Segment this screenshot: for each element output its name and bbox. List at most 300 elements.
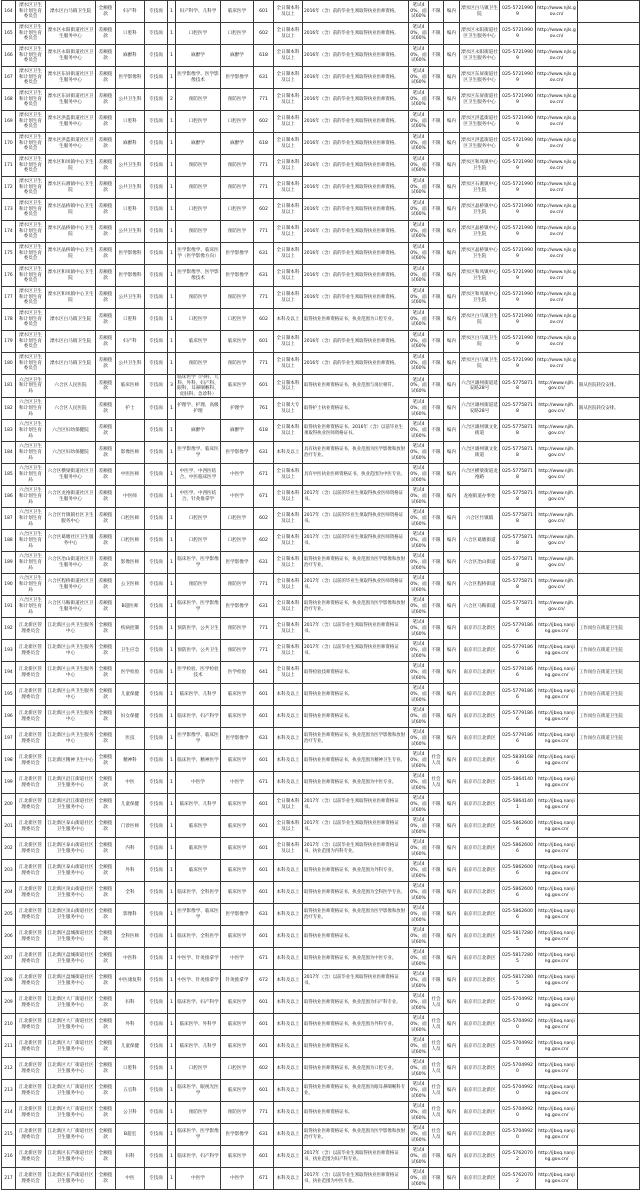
cell-position-name: 外科 [116, 860, 145, 882]
cell-employer: 溧水区和凤镇中心卫生院 [46, 265, 96, 287]
cell-position-category: 专技岗 [145, 574, 168, 596]
cell-position-category: 专技岗 [145, 23, 168, 45]
cell-exam-subject: 预防医学 [221, 618, 254, 640]
cell-staffing-type: 编内 [444, 904, 460, 926]
cell-website: http://www.njls.gov.cn/ [536, 221, 578, 243]
cell-funding-type: 差额拨款 [96, 155, 116, 177]
cell-education-requirement: 全日制本科及以上 [274, 221, 303, 243]
cell-department: 六合区卫生和计划生育局 [16, 596, 46, 618]
cell-funding-type: 差额拨款 [96, 486, 116, 508]
cell-department: 溧水区卫生和计划生育委员会 [16, 199, 46, 221]
cell-exam-subject: 临床医学 [221, 860, 254, 882]
cell-exam-subject: 医学影像学 [221, 243, 254, 265]
cell-major-requirement: 医学检验、医学检验技术 [176, 662, 221, 684]
cell-employer: 六合区程桥街道社区卫生服务中心 [46, 574, 96, 596]
cell-exam-subject: 医学影像学 [221, 1124, 254, 1146]
cell-exam-weighting: 笔试40%，面试60% [409, 177, 429, 199]
cell-position-category: 专技岗 [145, 420, 168, 442]
cell-contact-phone: 025-57758718 [500, 486, 536, 508]
cell-exam-weighting: 笔试40%，面试60% [409, 486, 429, 508]
cell-position-name: 妇科 [116, 1146, 145, 1168]
cell-website: http://www.njlh.gov.cn/ [536, 375, 578, 398]
cell-funding-type: 全额拨款 [96, 904, 116, 926]
cell-headcount: 2 [168, 89, 176, 111]
cell-website: http://www.njls.gov.cn/ [536, 45, 578, 67]
cell-applicant-type: 不限 [429, 1168, 444, 1190]
cell-subject-code: 631 [254, 265, 274, 287]
cell-exam-subject: 中医学 [221, 464, 254, 486]
cell-work-location: 溧水区白马镇卫生院 [460, 353, 500, 375]
cell-employer: 江北新区长芦街道社区卫生服务中心 [46, 1168, 96, 1190]
cell-funding-type: 全额拨款 [96, 1014, 116, 1036]
cell-subject-code: 631 [254, 904, 274, 926]
cell-department: 江北新区管理委员会 [16, 794, 46, 816]
cell-department: 溧水区卫生和计划生育委员会 [16, 221, 46, 243]
cell-notes [578, 596, 640, 618]
cell-department: 溧水区卫生和计划生育委员会 [16, 111, 46, 133]
cell-education-requirement: 本科及以上 [274, 992, 303, 1014]
cell-funding-type: 差额拨款 [96, 133, 116, 155]
cell-position-category: 专技岗 [145, 155, 168, 177]
cell-notes [578, 992, 640, 1014]
cell-education-requirement: 全日制本科及以上 [274, 464, 303, 486]
cell-position-name: 护士 [116, 398, 145, 420]
cell-other-requirements: 2016年（含）前的毕业生须取得执业医师资格。 [303, 133, 409, 155]
cell-work-location: 溧水区晶桥镇中心卫生院 [460, 199, 500, 221]
cell-position-category: 专技岗 [145, 508, 168, 530]
cell-website: http://jbxq.nanjing.gov.cn/ [536, 640, 578, 662]
cell-major-requirement: 口腔医学 [176, 111, 221, 133]
cell-row-number: 172 [2, 177, 16, 199]
cell-contact-phone: 025-57219909 [500, 353, 536, 375]
cell-employer: 江北新区盘城街道社区卫生服务中心 [46, 948, 96, 970]
cell-subject-code: 771 [254, 618, 274, 640]
cell-row-number: 192 [2, 618, 16, 640]
cell-website: http://www.njls.gov.cn/ [536, 331, 578, 353]
cell-employer: 溧水区洪蓝街道社区卫生服务中心 [46, 111, 96, 133]
cell-other-requirements: 取得执业医师资格证书，执业范围为中医专业。 [303, 948, 409, 970]
cell-exam-subject: 临床医学 [221, 1146, 254, 1168]
cell-staffing-type: 编内 [444, 486, 460, 508]
cell-exam-subject: 临床医学 [221, 706, 254, 728]
cell-department: 六合区卫生和计划生育局 [16, 508, 46, 530]
cell-applicant-type: 不限 [429, 728, 444, 750]
table-row [2, 89, 640, 111]
cell-website: http://www.njls.gov.cn/ [536, 133, 578, 155]
cell-staffing-type: 编内 [444, 794, 460, 816]
cell-website: http://jbxq.nanjing.gov.cn/ [536, 1014, 578, 1036]
cell-employer: 江北新区盘城街道社区卫生服务中心 [46, 970, 96, 992]
cell-exam-subject: 临床医学 [221, 684, 254, 706]
cell-notes [578, 111, 640, 133]
cell-position-category: 专技岗 [145, 199, 168, 221]
cell-row-number: 178 [2, 309, 16, 331]
cell-other-requirements: 2017年（含）以前毕业生须取得执业医师资格证书。 [303, 970, 409, 992]
cell-position-category: 专技岗 [145, 618, 168, 640]
cell-position-name: 口腔科 [116, 111, 145, 133]
cell-funding-type: 全额拨款 [96, 1124, 116, 1146]
cell-subject-code: 602 [254, 530, 274, 552]
cell-staffing-type: 编内 [444, 552, 460, 574]
cell-department: 江北新区管理委员会 [16, 992, 46, 1014]
cell-position-name: 内科 [116, 838, 145, 860]
cell-other-requirements: 2017年（含）以前毕业生须取得执业医师资格证书，执业范围为中医专业。 [303, 1168, 409, 1190]
cell-applicant-type: 不限 [429, 353, 444, 375]
cell-employer: 江北新区盘城街道社区卫生服务中心 [46, 926, 96, 948]
cell-position-category: 专技岗 [145, 948, 168, 970]
cell-department: 六合区卫生和计划生育局 [16, 375, 46, 398]
cell-headcount: 1 [168, 309, 176, 331]
cell-subject-code: 771 [254, 1102, 274, 1124]
cell-applicant-type: 不限 [429, 243, 444, 265]
cell-employer: 六合区妇幼保健院 [46, 442, 96, 464]
cell-position-category: 专技岗 [145, 243, 168, 265]
cell-notes [578, 67, 640, 89]
cell-department: 江北新区管理委员会 [16, 1058, 46, 1080]
cell-headcount: 1 [168, 1102, 176, 1124]
cell-headcount: 1 [168, 948, 176, 970]
cell-exam-weighting: 笔试40%，面试60% [409, 398, 429, 420]
cell-exam-weighting: 笔试40%，面试60% [409, 45, 429, 67]
cell-exam-weighting: 笔试40%，面试60% [409, 287, 429, 309]
cell-position-category: 专技岗 [145, 133, 168, 155]
cell-other-requirements: 2016年（含）前的毕业生须取得执业医师资格。 [303, 221, 409, 243]
cell-exam-weighting: 笔试40%，面试60% [409, 1146, 429, 1168]
cell-applicant-type: 不限 [429, 287, 444, 309]
cell-applicant-type: 不限 [429, 442, 444, 464]
cell-row-number: 186 [2, 486, 16, 508]
cell-exam-weighting: 笔试40%，面试60% [409, 794, 429, 816]
cell-education-requirement: 全日制本科及以上 [274, 816, 303, 838]
cell-education-requirement: 本科及以上 [274, 706, 303, 728]
cell-position-category: 专技岗 [145, 552, 168, 574]
cell-contact-phone: 025-57219909 [500, 89, 536, 111]
cell-applicant-type: 不限 [429, 970, 444, 992]
cell-position-name: 妇科 [116, 992, 145, 1014]
cell-work-location: 溧水区白马镇卫生院 [460, 309, 500, 331]
cell-applicant-type: 不限 [429, 926, 444, 948]
cell-staffing-type: 编内 [444, 970, 460, 992]
cell-funding-type: 差额拨款 [96, 67, 116, 89]
cell-department: 江北新区管理委员会 [16, 640, 46, 662]
cell-position-name: 外科 [116, 1014, 145, 1036]
cell-applicant-type: 不限 [429, 309, 444, 331]
cell-exam-weighting: 笔试40%，面试60% [409, 111, 429, 133]
cell-work-location: 南京市江北新区 [460, 838, 500, 860]
cell-other-requirements: 取得执业医师资格证书，执业范围为外科专业。 [303, 1014, 409, 1036]
cell-row-number: 181 [2, 375, 16, 398]
cell-staffing-type: 编内 [444, 750, 460, 772]
cell-major-requirement: 预防医学、公共卫生 [176, 640, 221, 662]
cell-row-number: 193 [2, 640, 16, 662]
cell-staffing-type: 编内 [444, 442, 460, 464]
cell-applicant-type: 不限 [429, 464, 444, 486]
cell-headcount: 1 [168, 926, 176, 948]
cell-exam-weighting: 笔试40%，面试60% [409, 1080, 429, 1102]
table-row [2, 1124, 640, 1146]
cell-website: http://www.njls.gov.cn/ [536, 23, 578, 45]
cell-work-location: 溧水区石湫镇中心卫生院 [460, 177, 500, 199]
table-row [2, 243, 640, 265]
cell-contact-phone: 025-57049920 [500, 1014, 536, 1036]
cell-applicant-type: 不限 [429, 1146, 444, 1168]
cell-employer: 溧水区晶桥镇中心卫生院 [46, 199, 96, 221]
cell-employer: 江北新区长芦街道社区卫生服务中心 [46, 1146, 96, 1168]
cell-education-requirement: 本科及以上 [274, 772, 303, 794]
cell-employer: 溧水区和凤镇中心卫生院 [46, 287, 96, 309]
cell-position-category: 专技岗 [145, 1014, 168, 1036]
cell-staffing-type: 编内 [444, 838, 460, 860]
cell-education-requirement: 本科及以上 [274, 948, 303, 970]
cell-work-location: 南京市江北新区 [460, 684, 500, 706]
cell-row-number: 210 [2, 1014, 16, 1036]
cell-applicant-type: 不限 [429, 816, 444, 838]
cell-employer: 溧水区晶桥镇中心卫生院 [46, 243, 96, 265]
cell-department: 江北新区管理委员会 [16, 838, 46, 860]
cell-work-location: 南京市江北新区 [460, 904, 500, 926]
cell-exam-subject: 预防医学 [221, 353, 254, 375]
cell-subject-code: 601 [254, 1036, 274, 1058]
cell-major-requirement: 口腔医学 [176, 508, 221, 530]
cell-exam-subject: 预防医学 [221, 640, 254, 662]
cell-funding-type: 差额拨款 [96, 45, 116, 67]
cell-other-requirements: 2016年（含）前的毕业生须取得执业医师资格。 [303, 265, 409, 287]
cell-notes [578, 420, 640, 442]
cell-education-requirement: 本科及以上 [274, 684, 303, 706]
cell-subject-code: 671 [254, 486, 274, 508]
cell-staffing-type: 编内 [444, 464, 460, 486]
cell-employer: 溧水区晶桥镇中心卫生院 [46, 221, 96, 243]
cell-employer: 溧水区石湫镇中心卫生院 [46, 177, 96, 199]
cell-contact-phone: 025-57219909 [500, 243, 536, 265]
cell-employer: 六合区葛塘社区卫生服务中心 [46, 530, 96, 552]
cell-work-location: 溧水区洪蓝街道社区卫生服务中心 [460, 133, 500, 155]
cell-other-requirements: 取得执业医师资格证书，执业范围为口腔专业。 [303, 309, 409, 331]
cell-funding-type: 全额拨款 [96, 618, 116, 640]
cell-staffing-type: 编内 [444, 860, 460, 882]
cell-position-name: 妇产科 [116, 1, 145, 23]
cell-notes [578, 89, 640, 111]
cell-education-requirement: 本科及以上 [274, 1058, 303, 1080]
cell-education-requirement: 全日制本科及以上 [274, 243, 303, 265]
cell-exam-weighting: 笔试40%，面试60% [409, 155, 429, 177]
cell-work-location: 南京市江北新区 [460, 1036, 500, 1058]
cell-website: http://jbxq.nanjing.gov.cn/ [536, 860, 578, 882]
cell-website: http://www.njlh.gov.cn/ [536, 552, 578, 574]
table-row [2, 353, 640, 375]
cell-work-location: 南京市江北新区 [460, 992, 500, 1014]
cell-funding-type: 差额拨款 [96, 508, 116, 530]
cell-applicant-type: 不限 [429, 265, 444, 287]
table-row [2, 530, 640, 552]
cell-contact-phone: 025-57620702 [500, 1146, 536, 1168]
cell-department: 六合区卫生和计划生育局 [16, 552, 46, 574]
cell-headcount: 1 [168, 420, 176, 442]
cell-exam-subject: 护理学 [221, 398, 254, 420]
cell-position-category: 专技岗 [145, 1036, 168, 1058]
cell-other-requirements: 取得执业医师资格证书。 [303, 1102, 409, 1124]
cell-headcount: 1 [168, 67, 176, 89]
cell-exam-subject: 麻醉学 [221, 45, 254, 67]
cell-funding-type: 全额拨款 [96, 1058, 116, 1080]
cell-exam-subject: 预防医学 [221, 89, 254, 111]
cell-subject-code: 631 [254, 1124, 274, 1146]
cell-notes [578, 199, 640, 221]
cell-notes [578, 309, 640, 331]
cell-website: http://jbxq.nanjing.gov.cn/ [536, 1124, 578, 1146]
cell-position-name: 公卫医师 [116, 574, 145, 596]
cell-position-name [116, 420, 145, 442]
cell-department: 江北新区管理委员会 [16, 1146, 46, 1168]
cell-funding-type: 差额拨款 [96, 331, 116, 353]
cell-subject-code: 761 [254, 398, 274, 420]
cell-headcount: 1 [168, 992, 176, 1014]
cell-education-requirement: 全日制本科及以上 [274, 574, 303, 596]
cell-funding-type: 全额拨款 [96, 1146, 116, 1168]
cell-headcount: 1 [168, 133, 176, 155]
cell-exam-weighting: 笔试40%，面试60% [409, 816, 429, 838]
cell-major-requirement: 预防医学 [176, 287, 221, 309]
cell-position-name: 儿童保健 [116, 794, 145, 816]
cell-major-requirement: 麻醉学 [176, 420, 221, 442]
cell-funding-type: 全额拨款 [96, 1102, 116, 1124]
cell-exam-subject: 临床医学 [221, 838, 254, 860]
cell-applicant-type: 不限 [429, 684, 444, 706]
cell-work-location: 溧水区洪蓝街道社区卫生服务中心 [460, 111, 500, 133]
cell-position-category: 专技岗 [145, 1168, 168, 1190]
cell-major-requirement: 医学影像学、医学影像技术 [176, 265, 221, 287]
table-row [2, 1168, 640, 1190]
cell-position-name: 影像医师 [116, 552, 145, 574]
cell-employer: 溧水区白马镇卫生院 [46, 331, 96, 353]
cell-work-location: 六合区雄州镇文化街道 [460, 420, 500, 442]
cell-contact-phone: 025-57219909 [500, 1, 536, 23]
table-row [2, 1146, 640, 1168]
cell-contact-phone: 025-58626006 [500, 860, 536, 882]
cell-staffing-type: 编内 [444, 772, 460, 794]
cell-employer: 溧水区永阳街道社区卫生服务中心 [46, 45, 96, 67]
cell-staffing-type: 编内 [444, 89, 460, 111]
cell-row-number: 180 [2, 353, 16, 375]
cell-exam-weighting: 笔试40%，面试60% [409, 1, 429, 23]
cell-row-number: 175 [2, 243, 16, 265]
cell-other-requirements: 取得执业医师资格证书，执业范围为中医专业。 [303, 772, 409, 794]
cell-other-requirements: 2017年（含）以前的毕业生须取得执业医师资格证书。 [303, 486, 409, 508]
cell-department: 六合区卫生和计划生育局 [16, 442, 46, 464]
cell-contact-phone: 025-57219909 [500, 221, 536, 243]
cell-education-requirement: 全日制本科及以上 [274, 23, 303, 45]
cell-exam-subject: 医学影像学 [221, 728, 254, 750]
cell-applicant-type: 不限 [429, 618, 444, 640]
cell-major-requirement: 中医学、针灸推拿学 [176, 948, 221, 970]
cell-funding-type: 差额拨款 [96, 111, 116, 133]
cell-row-number: 205 [2, 904, 16, 926]
cell-work-location: 南京市江北新区 [460, 750, 500, 772]
cell-position-category: 专技岗 [145, 398, 168, 420]
cell-work-location: 南京市江北新区 [460, 794, 500, 816]
cell-exam-weighting: 笔试40%，面试60% [409, 992, 429, 1014]
cell-notes [578, 970, 640, 992]
cell-headcount: 1 [168, 882, 176, 904]
cell-education-requirement: 全日制本科及以上 [274, 177, 303, 199]
cell-employer: 六合区人民医院 [46, 398, 96, 420]
cell-notes: 工作岗位在街道卫生院 [578, 618, 640, 640]
cell-applicant-type: 不限 [429, 420, 444, 442]
cell-other-requirements: 2016年（含）前的毕业生须取得执业医师资格。 [303, 45, 409, 67]
cell-subject-code: 631 [254, 442, 274, 464]
cell-position-category: 专技岗 [145, 265, 168, 287]
cell-major-requirement: 预防医学、公共卫生 [176, 618, 221, 640]
cell-other-requirements: 取得执业医师资格证书，执业范围为医学影像和放射治疗专业。 [303, 904, 409, 926]
cell-employer: 溧水区白马镇卫生院 [46, 309, 96, 331]
cell-contact-phone: 025-57219909 [500, 155, 536, 177]
cell-headcount: 1 [168, 640, 176, 662]
cell-employer: 溧水区永阳街道社区卫生服务中心 [46, 23, 96, 45]
cell-row-number: 200 [2, 794, 16, 816]
cell-row-number: 166 [2, 45, 16, 67]
cell-education-requirement: 全日制本科及以上 [274, 618, 303, 640]
table-row [2, 816, 640, 838]
cell-work-location: 溧水区东屏街道社区卫生服务中心 [460, 67, 500, 89]
cell-department: 溧水区卫生和计划生育委员会 [16, 155, 46, 177]
cell-applicant-type: 不限 [429, 662, 444, 684]
cell-position-category: 专技岗 [145, 1, 168, 23]
cell-contact-phone: 025-57758718 [500, 552, 536, 574]
cell-contact-phone: 025-57758718 [500, 508, 536, 530]
cell-position-category: 专技岗 [145, 640, 168, 662]
cell-exam-weighting: 笔试40%，面试60% [409, 618, 429, 640]
cell-subject-code: 771 [254, 155, 274, 177]
cell-contact-phone: 025-57758718 [500, 530, 536, 552]
cell-notes [578, 353, 640, 375]
cell-other-requirements: 具有执业医师资格证书，执业范围为医学影像和放射治疗专业。 [303, 442, 409, 464]
cell-website: http://jbxq.nanjing.gov.cn/ [536, 970, 578, 992]
cell-exam-subject: 医学检验 [221, 662, 254, 684]
cell-contact-phone: 025-57791866 [500, 728, 536, 750]
cell-major-requirement: 中医学 [176, 1168, 221, 1190]
cell-position-name: 中医 [116, 772, 145, 794]
cell-row-number: 198 [2, 750, 16, 772]
cell-funding-type: 差额拨款 [96, 265, 116, 287]
cell-subject-code: 602 [254, 199, 274, 221]
cell-other-requirements: 取得执业医师资格证书，执业范围为医学影像和放射治疗专业。 [303, 596, 409, 618]
cell-other-requirements: 2017年（含）以前毕业生须取得执业医师资格证书。 [303, 618, 409, 640]
cell-staffing-type: 编内 [444, 992, 460, 1014]
cell-education-requirement: 本科及以上 [274, 882, 303, 904]
cell-position-category: 专技岗 [145, 816, 168, 838]
table-body [2, 1, 640, 1190]
cell-subject-code: 601 [254, 1, 274, 23]
cell-employer: 溧水区白马镇卫生院 [46, 353, 96, 375]
cell-headcount: 1 [168, 155, 176, 177]
cell-department: 溧水区卫生和计划生育委员会 [16, 89, 46, 111]
cell-applicant-type: 不限 [429, 1, 444, 23]
cell-subject-code: 601 [254, 1146, 274, 1168]
cell-notes [578, 265, 640, 287]
cell-other-requirements: 2016年（含）前的毕业生须取得执业医师资格。 [303, 243, 409, 265]
cell-contact-phone: 025-57219909 [500, 23, 536, 45]
cell-contact-phone: 025-58626006 [500, 904, 536, 926]
cell-department: 江北新区管理委员会 [16, 728, 46, 750]
cell-contact-phone: 025-57219909 [500, 331, 536, 353]
cell-row-number: 173 [2, 199, 16, 221]
cell-exam-weighting: 笔试40%，面试60% [409, 750, 429, 772]
cell-work-location: 南京市江北新区 [460, 728, 500, 750]
cell-employer: 溧水区白马镇卫生院 [46, 1, 96, 23]
cell-subject-code: 602 [254, 1058, 274, 1080]
cell-exam-subject: 医学影像学 [221, 904, 254, 926]
cell-other-requirements: 取得执业医师资格证书。 [303, 684, 409, 706]
